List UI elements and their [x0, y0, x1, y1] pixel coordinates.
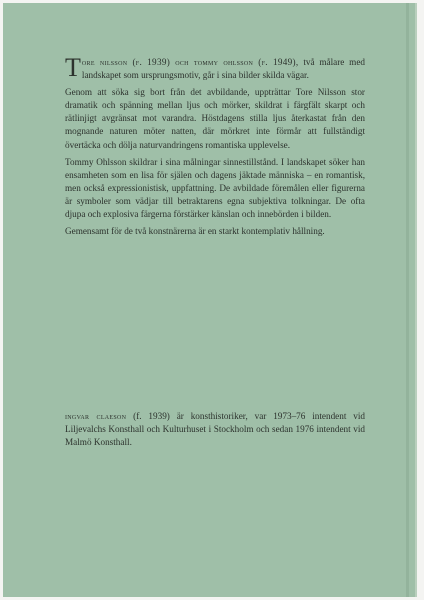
author-bio-rest: (f. 1939) är konsthistoriker, var 1973–76 intendent vid Liljevalchs Konsthall och Kulturhuset i Stockholm och sedan 1976 intendent vid Malmö Konsthall.: [65, 411, 365, 448]
author-bio-paragraph: [65, 410, 365, 449]
artists-names: ore nilsson (f. 1939) och tommy ohlsson (f. 1949),: [81, 57, 299, 67]
intro-paragraph-2: Genom att söka sig bort från det avbildande, uppträttar Tore Nilsson stor dramatik och spänning mellan ljus och mörker, skildrat i färgfält skarpt och rätlinjigt avgränsat mot varandra. Höstdagens stilla ljus återkastat från den mognande naturen möter natten, där mörkret inte förmår att fullständigt övertäcka och dölja naturvandringens romantiska upplevelse.: [65, 87, 365, 150]
intro-text: [65, 53, 365, 238]
intro-paragraph-3: Tommy Ohlsson skildrar i sina målningar sinnestillstånd. I landskapet söker han ensamheten som en lisa för själen och dagens jäktade människa – en romantisk, men också expressionistisk, uppfattning. De avbildade föremålen eller figurerna är symboler som vädjar till betraktarens egna subjektiva tolkningar. De ofta djupa och explosiva färgerna förstärker känslan och innebörden i bilden.: [65, 156, 365, 220]
author-bio: [65, 410, 365, 449]
cover-edge-line: [406, 3, 409, 597]
drop-cap: T: [65, 53, 81, 82]
intro-paragraph-4: Gemensamt för de två konstnärerna är en starkt kontemplativ hållning.: [65, 226, 325, 237]
intro-paragraph-1-rest: två målare med landskapet som ursprungsmotiv, går i sina bilder skilda vägar.: [81, 57, 365, 81]
back-cover: [3, 3, 417, 597]
intro-paragraph-1: [65, 53, 365, 82]
author-name: ingvar claeson: [65, 411, 127, 421]
